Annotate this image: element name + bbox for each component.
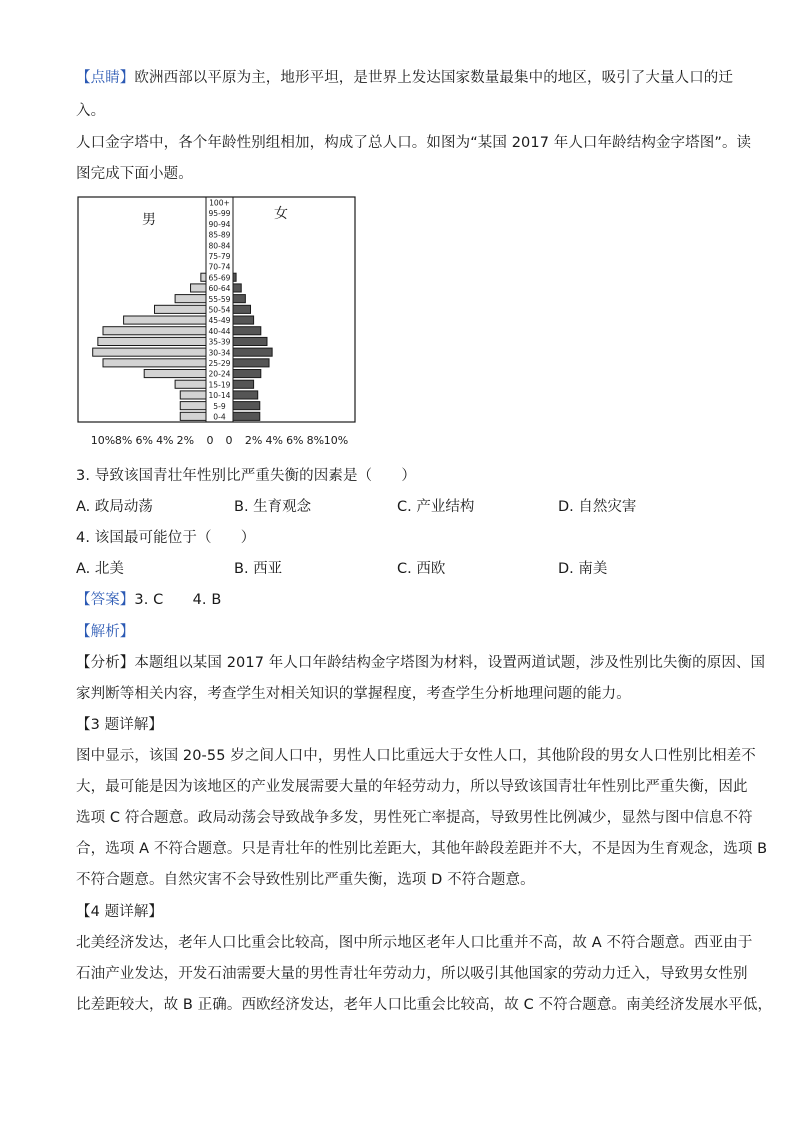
x-tick-label: 6% <box>286 434 304 447</box>
answer-tag: 【答案】 <box>76 592 135 608</box>
q3-option-a: A. 政局动荡 <box>76 499 153 515</box>
age-group-label: 35-39 <box>208 337 231 347</box>
male-bar <box>180 412 206 420</box>
age-group-label: 10-14 <box>208 391 231 401</box>
age-group-label: 95-99 <box>208 209 231 219</box>
detail4-line: 比差距较大，故 B 正确。西欧经济发达，老年人口比重会比较高，故 C 不符合题意。南美经济发展水平低， <box>76 997 773 1013</box>
q4-option-c: C. 西欧 <box>397 561 446 577</box>
male-bar <box>144 370 206 378</box>
pyramid-svg <box>74 192 374 454</box>
age-group-label: 45-49 <box>208 316 231 326</box>
fenxi-line-1 <box>76 651 765 672</box>
x-axis-tick-labels <box>91 434 348 447</box>
male-bar <box>124 316 206 324</box>
detail3-line: 不符合题意。自然灾害不会导致性别比严重失衡，选项 D 不符合题意。 <box>76 872 535 888</box>
male-bar <box>201 273 206 281</box>
tip-tag: 【点睛】 <box>76 70 135 86</box>
q3-stem: 3. 导致该国青壮年性别比严重失衡的因素是（ ） <box>76 468 416 484</box>
female-label: 女 <box>274 206 288 222</box>
x-tick-label: 4% <box>265 434 283 447</box>
q4-option-d: D. 南美 <box>558 561 608 577</box>
tip-line-2: 入。 <box>76 103 106 119</box>
female-bar <box>233 327 261 335</box>
female-bar <box>233 284 241 292</box>
answer-line <box>76 588 221 609</box>
fenxi-text-1: 本题组以某国 2017 年人口年龄结构金字塔图为材料，设置两道试题，涉及性别比失衡的原因、国 <box>134 655 766 671</box>
fenxi-line-2: 家判断等相关内容，考查学生对相关知识的掌握程度，考查学生分析地理问题的能力。 <box>76 686 631 702</box>
male-bar <box>98 337 206 345</box>
female-bar <box>233 316 254 324</box>
male-bar <box>103 327 206 335</box>
x-tick-label: 10% <box>323 434 349 447</box>
detail3-line: 合，选项 A 不符合题意。只是青壮年的性别比差距大，其他年龄段差距并不大，不是因为生育观念，选项 B <box>76 841 768 857</box>
age-group-label: 40-44 <box>208 326 231 336</box>
x-tick-label: 0 <box>206 434 214 447</box>
male-label: 男 <box>142 212 156 228</box>
q4-option-a: A. 北美 <box>76 561 124 577</box>
male-bar <box>103 359 206 367</box>
detail3-line: 选项 C 符合题意。政局动荡会导致战争多发，男性死亡率提高，导致男性比例减少，显然与图中信息不符 <box>76 810 753 826</box>
detail4-line: 北美经济发达，老年人口比重会比较高，图中所示地区老年人口比重并不高，故 A 不符合题意。西亚由于 <box>76 935 753 951</box>
x-tick-label: 2% <box>244 434 263 447</box>
x-tick-label: 2% <box>176 434 195 447</box>
q4-stem: 4. 该国最可能位于（ ） <box>76 530 256 546</box>
detail3-tag: 【3 题详解】 <box>76 717 164 733</box>
male-bar <box>155 305 207 313</box>
female-bar <box>233 359 269 367</box>
detail3-line: 图中显示，该国 20-55 岁之间人口中，男性人口比重远大于女性人口，其他阶段的男女人口性别比相差不 <box>76 748 756 764</box>
q3-option-d: D. 自然灾害 <box>558 499 637 515</box>
age-group-label: 5-9 <box>213 401 226 411</box>
female-bar <box>233 305 251 313</box>
age-group-label: 85-89 <box>208 230 231 240</box>
age-group-label: 75-79 <box>208 252 231 261</box>
detail4-line: 石油产业发达，开发石油需要大量的男性青壮年劳动力，所以吸引其他国家的劳动力迁入，导致男女性别 <box>76 966 748 982</box>
detail4-tag: 【4 题详解】 <box>76 904 164 920</box>
female-bar <box>233 337 267 345</box>
age-group-label: 80-84 <box>208 241 231 251</box>
context-line-2: 图完成下面小题。 <box>76 166 193 182</box>
answer-text: 3. C 4. B <box>134 592 222 608</box>
age-group-label: 55-59 <box>208 294 231 304</box>
male-bar <box>175 380 206 388</box>
age-group-label: 0-4 <box>213 412 226 422</box>
tip-line-1 <box>76 66 733 87</box>
age-group-label: 15-19 <box>208 380 231 390</box>
age-group-label: 100+ <box>209 198 230 208</box>
fenxi-tag: 【分析】 <box>76 655 135 671</box>
x-tick-label: 4% <box>156 434 174 447</box>
male-bar <box>191 284 206 292</box>
age-group-label: 30-34 <box>208 348 231 358</box>
x-tick-label: 8% <box>114 434 133 447</box>
female-bar <box>233 370 261 378</box>
female-bar <box>233 391 258 399</box>
age-group-label: 65-69 <box>208 273 231 283</box>
male-bar <box>93 348 206 356</box>
age-group-label: 90-94 <box>208 219 231 229</box>
age-group-labels <box>208 199 230 422</box>
age-group-label: 25-29 <box>208 359 231 368</box>
age-group-label: 50-54 <box>208 305 231 315</box>
age-group-label: 60-64 <box>208 284 231 294</box>
female-bar <box>233 412 260 420</box>
analysis-tag: 【解析】 <box>76 624 135 640</box>
tip-text-1: 欧洲西部以平原为主，地形平坦，是世界上发达国家数量最集中的地区，吸引了大量人口的迁 <box>134 70 734 86</box>
male-bar <box>175 295 206 303</box>
x-tick-label: 10% <box>90 434 116 447</box>
x-tick-label: 6% <box>135 434 153 447</box>
detail3-line: 大，最可能是因为该地区的产业发展需要大量的年轻劳动力，所以导致该国青壮年性别比严重失衡，因此 <box>76 779 748 795</box>
population-pyramid-chart <box>74 192 374 454</box>
context-line-1: 人口金字塔中，各个年龄性别组相加，构成了总人口。如图为“某国 2017 年人口年龄结构金字塔图”。读 <box>76 135 752 151</box>
q3-option-c: C. 产业结构 <box>397 499 475 515</box>
q4-option-b: B. 西亚 <box>234 561 283 577</box>
male-bar <box>180 402 206 410</box>
female-bar <box>233 348 272 356</box>
male-bar <box>180 391 206 399</box>
female-bar <box>233 380 254 388</box>
x-tick-label: 0 <box>225 434 233 447</box>
q3-option-b: B. 生育观念 <box>234 499 312 515</box>
age-group-label: 20-24 <box>208 369 231 379</box>
female-bar <box>233 273 236 281</box>
age-group-label: 70-74 <box>208 262 231 272</box>
x-tick-label: 8% <box>306 434 325 447</box>
female-bar <box>233 402 260 410</box>
female-bar <box>233 295 245 303</box>
